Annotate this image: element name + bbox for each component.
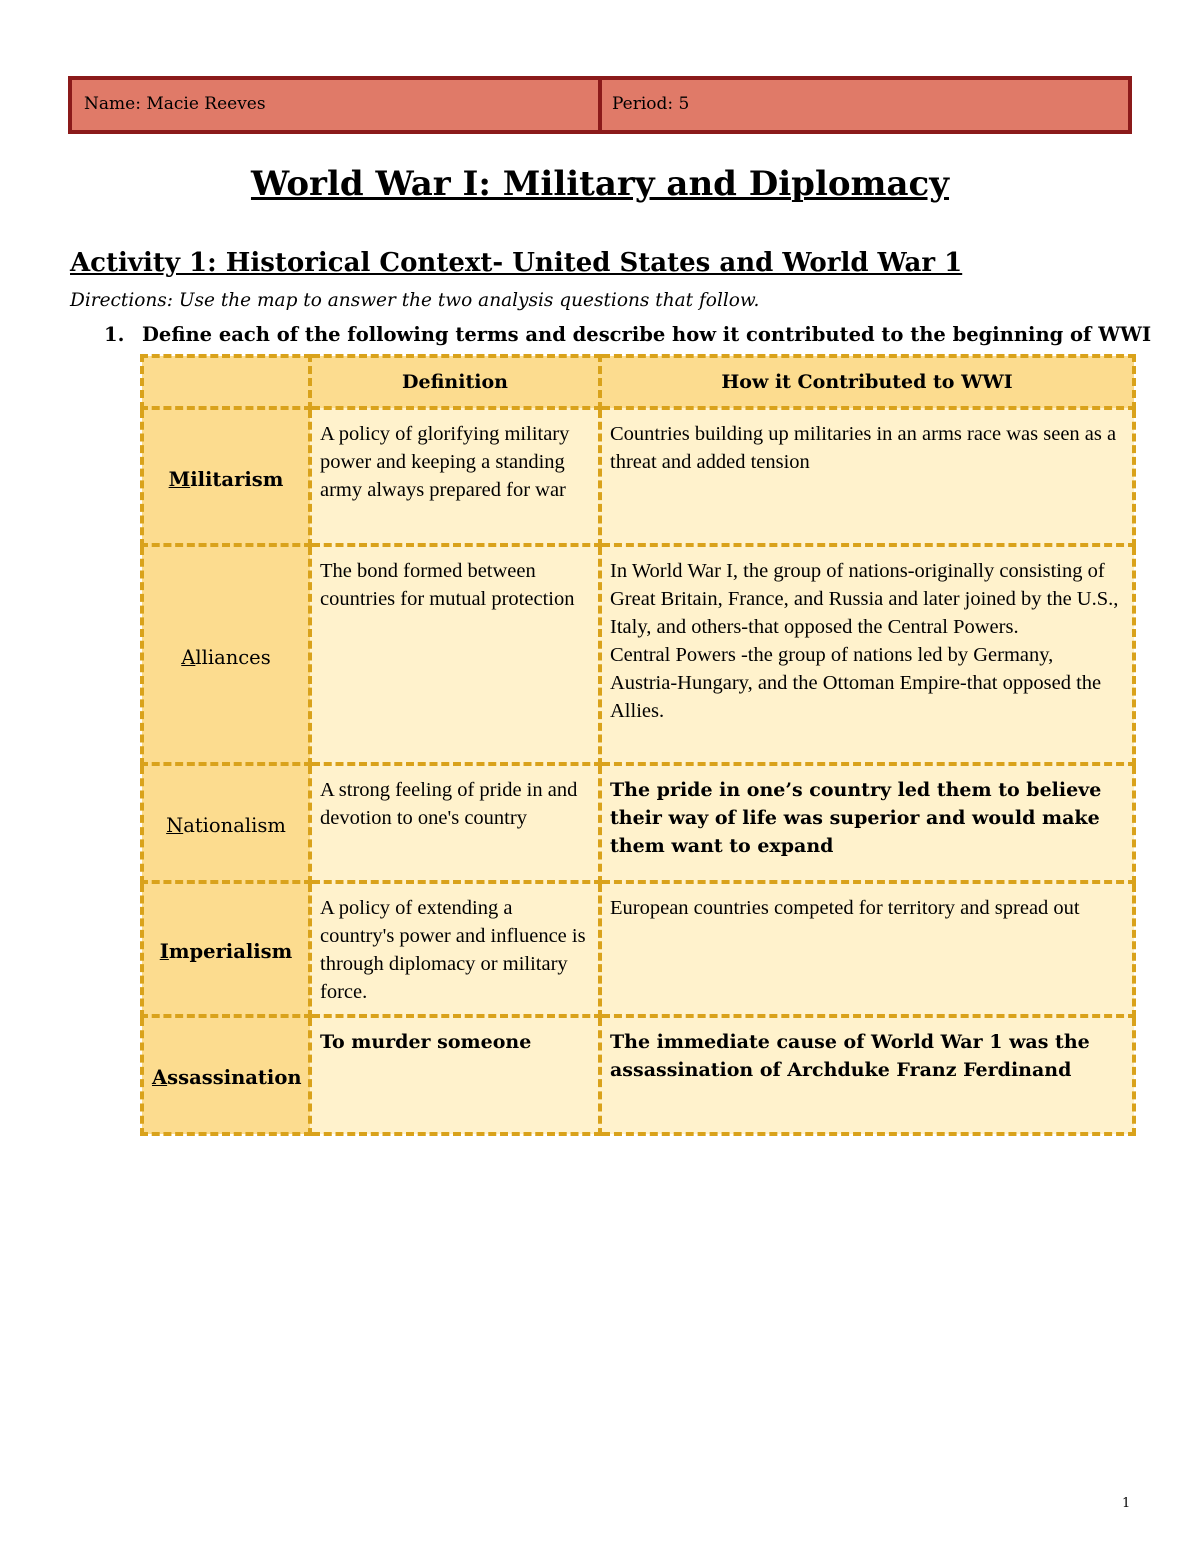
table-row-militarism	[142, 408, 1134, 545]
table-header-row	[142, 356, 1134, 408]
term-rest: ssassination	[167, 1066, 302, 1089]
definition-nationalism[interactable]: A strong feeling of pride in and devotion to one's country	[310, 764, 600, 882]
term-initial: A	[181, 645, 196, 669]
student-name-field[interactable]: Name: Macie Reeves	[72, 80, 602, 130]
contribution-nationalism[interactable]: The pride in one’s country led them to believe their way of life was superior and would make them want to expand	[600, 764, 1134, 882]
term-initial: M	[168, 467, 191, 491]
table-header-contribution: How it Contributed to WWI	[600, 356, 1134, 408]
term-imperialism	[142, 882, 310, 1016]
term-rest: lliances	[195, 645, 271, 669]
class-period-field[interactable]: Period: 5	[612, 94, 690, 114]
definition-imperialism[interactable]: A policy of extending a country's power and influence is through diplomacy or military force.	[310, 882, 600, 1016]
terms-table	[140, 354, 1136, 1136]
table-row-imperialism	[142, 882, 1134, 1016]
contribution-allies-text: In World War I, the group of nations-originally consisting of Great Britain, France, and Russia and later joined by the U.S., Italy, and others-that opposed the Central Powers.	[610, 560, 1119, 638]
contribution-militarism[interactable]: Countries building up militaries in an arms race was seen as a threat and added tension	[600, 408, 1134, 545]
contribution-assassination[interactable]: The immediate cause of World War 1 was the assassination of Archduke Franz Ferdinand	[600, 1016, 1134, 1134]
activity-heading: Activity 1: Historical Context- United States and World War 1	[70, 248, 963, 278]
term-rest: mperialism	[168, 940, 293, 963]
term-militarism	[142, 408, 310, 545]
question-1	[104, 323, 1151, 346]
page-number: 1	[1122, 1496, 1131, 1511]
definition-assassination[interactable]: To murder someone	[310, 1016, 600, 1134]
term-initial: N	[166, 814, 184, 837]
table-header-term	[142, 356, 310, 408]
contribution-alliances[interactable]	[600, 545, 1134, 764]
question-number: 1.	[104, 323, 125, 346]
table-row-assassination	[142, 1016, 1134, 1134]
definition-militarism[interactable]: A policy of glorifying military power and keeping a standing army always prepared for war	[310, 408, 600, 545]
table-row-alliances	[142, 545, 1134, 764]
student-info-bar	[68, 76, 1132, 134]
term-initial: I	[159, 940, 169, 963]
table-header-definition: Definition	[310, 356, 600, 408]
term-assassination	[142, 1016, 310, 1134]
term-nationalism	[142, 764, 310, 882]
contribution-central-powers-text: Central Powers -the group of nations led by Germany, Austria-Hungary, and the Ottoman Empire-that opposed the Allies.	[610, 644, 1102, 722]
term-rest: ationalism	[183, 814, 286, 837]
term-rest: ilitarism	[190, 467, 284, 491]
document-title: World War I: Military and Diplomacy	[250, 164, 950, 204]
question-text: Define each of the following terms and describe how it contributed to the beginning of WWI	[142, 323, 1152, 346]
definition-alliances[interactable]: The bond formed between countries for mutual protection	[310, 545, 600, 764]
term-initial: A	[152, 1066, 168, 1089]
table-row-nationalism	[142, 764, 1134, 882]
contribution-imperialism[interactable]: European countries competed for territory and spread out	[600, 882, 1134, 1016]
activity-directions: Directions: Use the map to answer the two analysis questions that follow.	[70, 290, 760, 311]
term-alliances	[142, 545, 310, 764]
